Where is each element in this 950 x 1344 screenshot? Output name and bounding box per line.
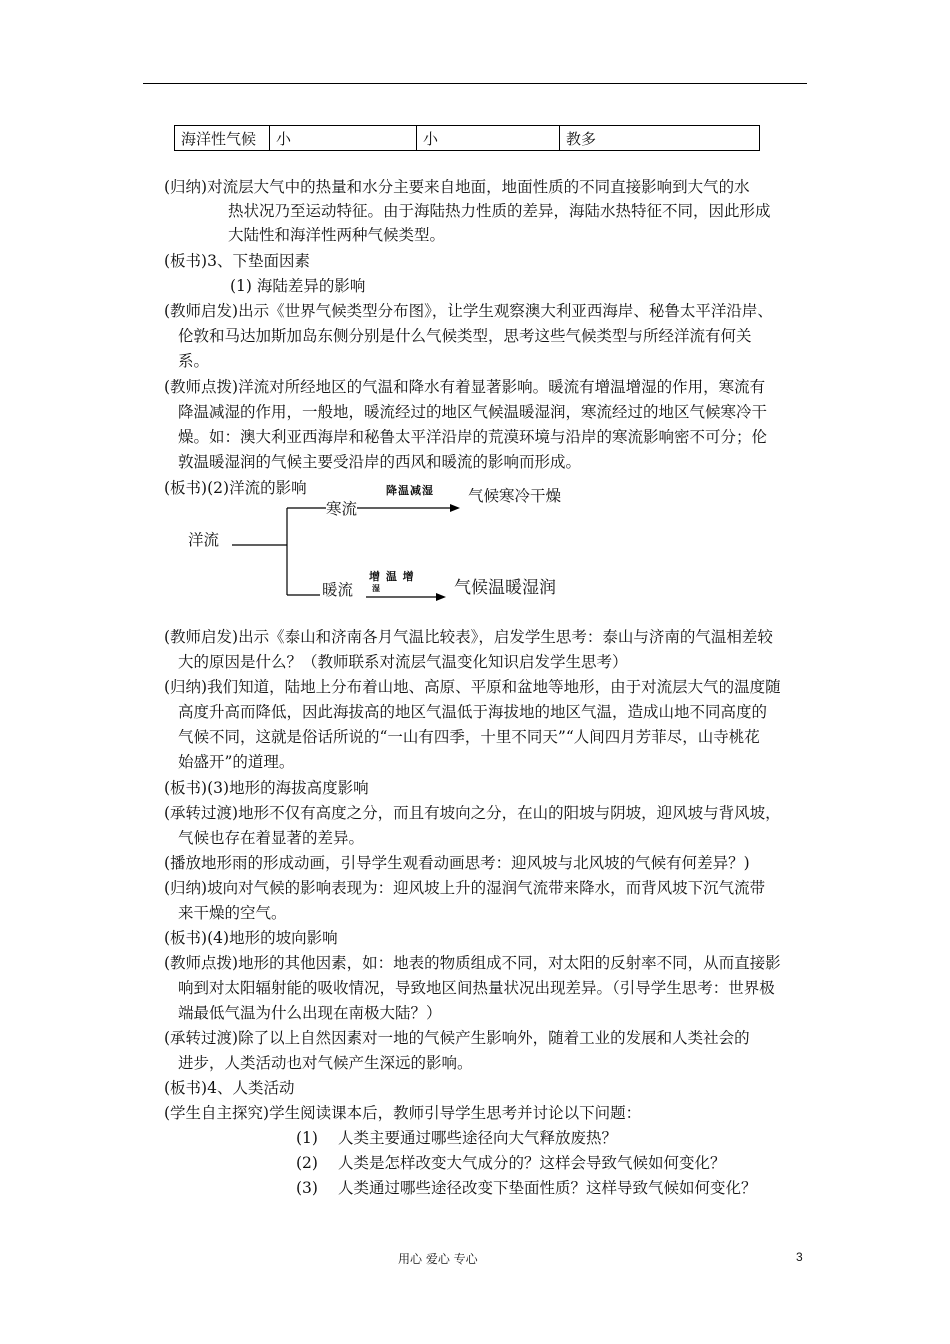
paragraph-line: 始盛开”的道理。 bbox=[178, 753, 295, 771]
question-number: (1) bbox=[296, 1129, 318, 1147]
paragraph-text: 洋流对所经地区的气温和降水有着显著影响。暖流有增温增湿的作用，寒流有 bbox=[238, 378, 766, 396]
paragraph-label: (归纳) bbox=[164, 879, 208, 897]
paragraph-teacher-guide-2 bbox=[164, 952, 781, 975]
warm-arrowhead bbox=[436, 593, 446, 601]
board-note-altitude bbox=[164, 777, 369, 800]
paragraph-label: (板书) bbox=[164, 479, 208, 497]
sub-heading-land-sea: (1) 海陆差异的影响 bbox=[230, 277, 366, 295]
paragraph-label: (板书) bbox=[164, 1079, 208, 1097]
paragraph-animation-note bbox=[164, 852, 750, 875]
diagram-warm-effect-sub: 湿 bbox=[372, 584, 381, 593]
paragraph-text: 4、人类活动 bbox=[207, 1079, 295, 1097]
paragraph-label: (教师启发) bbox=[164, 628, 239, 646]
paragraph-student-inquiry bbox=[164, 1102, 641, 1125]
paragraph-line: 进步，人类活动也对气候产生深远的影响。 bbox=[178, 1054, 473, 1072]
paragraph-line: 降温减湿的作用，一般地，暖流经过的地区气候温暖湿润，寒流经过的地区气候寒冷干 bbox=[178, 403, 768, 421]
question-number: (2) bbox=[296, 1154, 318, 1172]
paragraph-line: 响到对太阳辐射能的吸收情况，导致地区间热量状况出现差异。（引导学生思考：世界极 bbox=[178, 979, 775, 997]
paragraph-label: (播放地形雨的形成动画， bbox=[164, 854, 341, 872]
paragraph-line: 大陆性和海洋性两种气候类型。 bbox=[228, 226, 446, 244]
question-item bbox=[296, 1177, 756, 1200]
paragraph-line: 系。 bbox=[178, 352, 210, 370]
paragraph-text: 3、下垫面因素 bbox=[207, 252, 310, 270]
paragraph-label: (学生自主探究) bbox=[164, 1104, 270, 1122]
table-cell: 小 bbox=[270, 126, 417, 151]
diagram-root-label: 洋流 bbox=[188, 531, 220, 549]
paragraph-teacher-hint-2 bbox=[164, 626, 773, 649]
page-number: 3 bbox=[796, 1250, 803, 1264]
paragraph-summary-2 bbox=[164, 676, 781, 699]
question-item bbox=[296, 1152, 725, 1175]
question-number: (3) bbox=[296, 1179, 318, 1197]
paragraph-line: 热状况乃至运动特征。由于海陆热力性质的差异，海陆水热特征不同，因此形成 bbox=[228, 202, 771, 220]
paragraph-text: (4)地形的坡向影响 bbox=[207, 929, 338, 947]
paragraph-label: (承转过渡) bbox=[164, 804, 239, 822]
paragraph-label: (教师点拨) bbox=[164, 378, 239, 396]
paragraph-label: (承转过渡) bbox=[164, 1029, 239, 1047]
paragraph-line: 高度升高而降低，因此海拔高的地区气温低于海拔地的地区气温，造成山地不同高度的 bbox=[178, 703, 768, 721]
paragraph-label: (归纳) bbox=[164, 678, 208, 696]
paragraph-line: 气候也存在着显著的差异。 bbox=[178, 829, 365, 847]
table-cell: 教多 bbox=[560, 126, 760, 151]
diagram-cold-result: 气候寒冷干燥 bbox=[468, 487, 562, 505]
paragraph-text: 对流层大气中的热量和水分主要来自地面，地面性质的不同直接影响到大气的水 bbox=[207, 178, 750, 196]
ocean-current-diagram bbox=[0, 0, 950, 620]
paragraph-text: 坡向对气候的影响表现为：迎风坡上升的湿润气流带来降水，而背风坡下沉气流带 bbox=[207, 879, 766, 897]
footer-motto: 用心 爱心 专心 bbox=[398, 1252, 478, 1266]
question-text: 人类通过哪些途径改变下垫面性质？这样导致气候如何变化？ bbox=[337, 1179, 757, 1197]
paragraph-label: (板书) bbox=[164, 779, 208, 797]
table-cell: 小 bbox=[417, 126, 560, 151]
question-text: 人类是怎样改变大气成分的？这样会导致气候如何变化？ bbox=[337, 1154, 726, 1172]
paragraph-text: 地形不仅有高度之分，而且有坡向之分，在山的阳坡与阴坡，迎风坡与背风坡， bbox=[238, 804, 781, 822]
paragraph-text: (2)洋流的影响 bbox=[207, 479, 307, 497]
paragraph-text: 引导学生观看动画思考：迎风坡与北风坡的气候有何差异？) bbox=[340, 854, 750, 872]
question-item bbox=[296, 1127, 617, 1150]
paragraph-label: (归纳) bbox=[164, 178, 208, 196]
paragraph-line: 来干燥的空气。 bbox=[178, 904, 287, 922]
paragraph-text: 出示《世界气候类型分布图》，让学生观察澳大利亚西海岸、秘鲁太平洋沿岸、 bbox=[238, 302, 773, 320]
paragraph-text: 学生阅读课本后，教师引导学生思考并讨论以下问题： bbox=[269, 1104, 642, 1122]
paragraph-label: (教师点拨) bbox=[164, 954, 239, 972]
paragraph-line: 敦温暖湿润的气候主要受沿岸的西风和暖流的影响而形成。 bbox=[178, 453, 582, 471]
paragraph-transition-1 bbox=[164, 802, 781, 825]
paragraph-line: 气候不同，这就是俗话所说的“一山有四季，十里不同天”“人间四月芳菲尽，山寺桃花 bbox=[178, 728, 760, 746]
paragraph-line: 大的原因是什么？（教师联系对流层气温变化知识启发学生思考） bbox=[178, 653, 628, 671]
paragraph-transition-2 bbox=[164, 1027, 750, 1050]
cold-arrowhead bbox=[450, 504, 460, 512]
paragraph-label: (板书) bbox=[164, 252, 208, 270]
paragraph-text: 我们知道，陆地上分布着山地、高原、平原和盆地等地形，由于对流层大气的温度随 bbox=[207, 678, 781, 696]
board-note-human bbox=[164, 1077, 294, 1100]
diagram-warm-effect: 增 温 增 bbox=[369, 570, 415, 583]
question-text: 人类主要通过哪些途径向大气释放废热？ bbox=[337, 1129, 617, 1147]
diagram-cold-label: 寒流 bbox=[326, 500, 358, 518]
paragraph-line: 燥。如：澳大利亚西海岸和秘鲁太平洋沿岸的荒漠环境与沿岸的寒流影响密不可分；伦 bbox=[178, 428, 768, 446]
paragraph-label: (板书) bbox=[164, 929, 208, 947]
table-cell: 海洋性气候 bbox=[175, 126, 270, 151]
paragraph-text: (3)地形的海拔高度影响 bbox=[207, 779, 369, 797]
board-note-slope bbox=[164, 927, 338, 950]
paragraph-text: 除了以上自然因素对一地的气候产生影响外，随着工业的发展和人类社会的 bbox=[238, 1029, 750, 1047]
diagram-warm-result: 气候温暖湿润 bbox=[454, 578, 556, 598]
paragraph-label: (教师启发) bbox=[164, 302, 239, 320]
paragraph-text: 地形的其他因素，如：地表的物质组成不同，对太阳的反射率不同，从而直接影 bbox=[238, 954, 781, 972]
paragraph-summary-3 bbox=[164, 877, 765, 900]
paragraph-line: 伦敦和马达加斯加岛东侧分别是什么气候类型，思考这些气候类型与所经洋流有何关 bbox=[178, 327, 752, 345]
paragraph-text: 出示《泰山和济南各月气温比较表》，启发学生思考：泰山与济南的气温相差较 bbox=[238, 628, 773, 646]
paragraph-line: 端最低气温为什么出现在南极大陆？） bbox=[178, 1004, 442, 1022]
diagram-warm-label: 暖流 bbox=[322, 581, 354, 599]
diagram-cold-effect: 降温减湿 bbox=[386, 484, 434, 497]
